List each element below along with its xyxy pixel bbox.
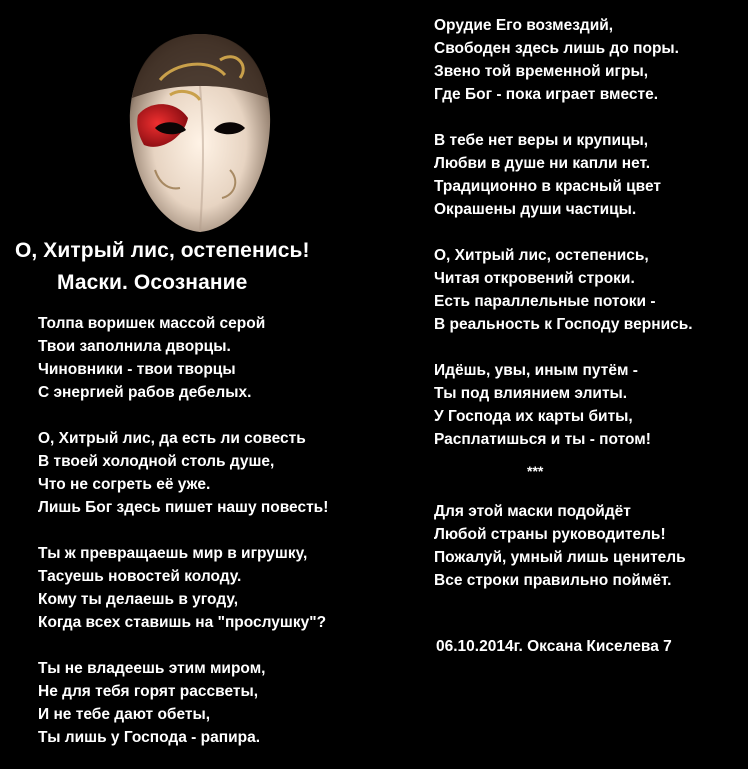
poem-line: Любви в душе ни капли нет. [434, 155, 651, 172]
poem-line: Традиционно в красный цвет [434, 178, 661, 195]
stanza [434, 359, 693, 451]
poem-line: Лишь Бог здесь пишет нашу повесть! [38, 499, 329, 516]
poem-line: Свободен здесь лишь до поры. [434, 40, 679, 57]
poem-title: О, Хитрый лис, остепенись! [15, 239, 310, 262]
poem-line: Ты ж превращаешь мир в игрушку, [38, 545, 308, 562]
poem-line: В твоей холодной столь душе, [38, 453, 275, 470]
poem-line: О, Хитрый лис, остепенись, [434, 247, 649, 264]
poem-line: Твои заполнила дворцы. [38, 338, 231, 355]
right-column [434, 14, 693, 451]
poem-line: Кому ты делаешь в угоду, [38, 591, 239, 608]
poem-line: Толпа воришек массой серой [38, 315, 266, 332]
stanza [38, 312, 328, 404]
poem-line: О, Хитрый лис, да есть ли совесть [38, 430, 306, 447]
poem-line: Ты не владеешь этим миром, [38, 660, 266, 677]
poem-line: У Господа их карты биты, [434, 408, 633, 425]
poem-line: Любой страны руководитель! [434, 526, 666, 543]
separator: *** [527, 463, 544, 479]
poem-line: Окрашены души частицы. [434, 201, 637, 218]
mask-image [100, 20, 300, 245]
poem-line: Все строки правильно поймёт. [434, 572, 672, 589]
poem-line: В реальность к Господу вернись. [434, 316, 693, 333]
poem-line: Расплатишься и ты - потом! [434, 431, 651, 448]
poem-line: Чиновники - твои творцы [38, 361, 236, 378]
stanza [38, 657, 328, 749]
stanza [38, 427, 328, 519]
poem-line: Звено той временной игры, [434, 63, 649, 80]
poem-line: Не для тебя горят рассветы, [38, 683, 259, 700]
poem-line: Орудие Его возмездий, [434, 17, 614, 34]
poem-subtitle: Маски. Осознание [57, 271, 248, 294]
poem-line: Ты под влиянием элиты. [434, 385, 628, 402]
stanza [434, 14, 693, 106]
stanza [434, 244, 693, 336]
poem-line: И не тебе дают обеты, [38, 706, 211, 723]
poem-line: Читая откровений строки. [434, 270, 635, 287]
left-column [38, 312, 328, 749]
poem-line: Для этой маски подойдёт [434, 503, 631, 520]
epilogue [434, 500, 686, 592]
signature: 06.10.2014г. Оксана Киселева 7 [436, 638, 672, 655]
poem-line: В тебе нет веры и крупицы, [434, 132, 649, 149]
poem-line: Тасуешь новостей колоду. [38, 568, 242, 585]
poem-line: Где Бог - пока играет вместе. [434, 86, 659, 103]
poem-line: Идёшь, увы, иным путём - [434, 362, 638, 379]
mask-icon [100, 20, 300, 245]
poem-line: Когда всех ставишь на "прослушку"? [38, 614, 327, 631]
stanza [434, 129, 693, 221]
stanza [38, 542, 328, 634]
poem-line: Есть параллельные потоки - [434, 293, 656, 310]
poem-line: Ты лишь у Господа - рапира. [38, 729, 260, 746]
poem-line: С энергией рабов дебелых. [38, 384, 252, 401]
poem-line: Что не согреть её уже. [38, 476, 211, 493]
poem-line: Пожалуй, умный лишь ценитель [434, 549, 686, 566]
